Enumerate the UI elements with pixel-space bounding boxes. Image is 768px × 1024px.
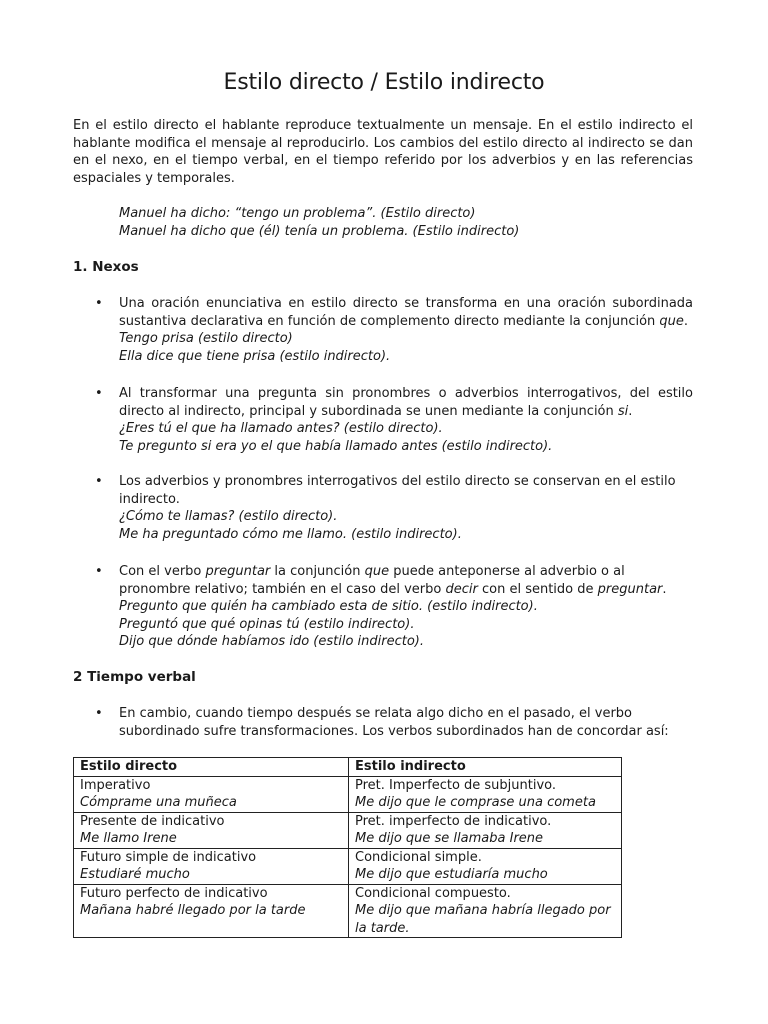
table-cell: Condicional simple. Me dijo que estudiaría mucho (349, 848, 622, 884)
column-header: Estilo directo (74, 758, 349, 777)
example-line: ¿Cómo te llamas? (estilo directo). (119, 509, 338, 524)
table-cell: Pret. imperfecto de indicativo. Me dijo que se llamaba Irene (349, 812, 622, 848)
list-item: • Los adverbios y pronombres interrogativos del estilo directo se conservan en el estilo indirecto. ¿Cómo te llamas? (estilo directo). Me ha preguntado cómo me llamo. (estilo indirecto). (119, 473, 693, 543)
example-line: Manuel ha dicho: “tengo un problema”. (Estilo directo) (119, 206, 476, 221)
list-item: • En cambio, cuando tiempo después se relata algo dicho en el pasado, el verbo subordinado sufre transformaciones. Los verbos subordinados han de concordar así: (95, 706, 669, 739)
example-line: Pregunto que quién ha cambiado esta de sitio. (estilo indirecto). (119, 599, 538, 614)
example-line: Me ha preguntado cómo me llamo. (estilo indirecto). (119, 526, 462, 542)
list-item: • Una oración enunciativa en estilo directo se transforma en una oración subordinada sustantiva declarativa en función de complemento directo mediante la conjunción que. Tengo prisa (estilo directo) Ella dice que tiene prisa (estilo indirecto). (95, 296, 693, 364)
bullet-icon: • (95, 706, 103, 721)
list-item: • Al transformar una pregunta sin pronombres o adverbios interrogativos, del estilo directo al indirecto, principal y subordinada se unen mediante la conjunción si. ¿Eres tú el que ha llamado antes? (estilo directo). Te pregunto si era yo el que había llamado antes (estilo indirecto). (95, 386, 693, 454)
section-heading-tiempo-verbal: 2 Tiempo verbal (73, 669, 196, 685)
table-header-row (74, 758, 622, 777)
table-cell: Pret. Imperfecto de subjuntivo. Me dijo que le comprase una cometa (349, 776, 622, 812)
bullet-icon: • (95, 564, 103, 579)
table-row (74, 812, 622, 848)
table-cell: Condicional compuesto. Me dijo que mañana habría llegado por la tarde. (349, 884, 622, 938)
example-line: Preguntó que qué opinas tú (estilo indirecto). (119, 616, 415, 632)
intro-paragraph: En el estilo directo el hablante reproduce textualmente un mensaje. En el estilo indirecto el hablante modifica el mensaje al reproducirlo. Los cambios del estilo directo al indirecto se dan en el nexo, en el tiempo verbal, en el tiempo referido por los adverbios y en las referencias espaciales y temporales. (73, 118, 693, 186)
section-heading-nexos: 1. Nexos (73, 259, 139, 275)
example-line: Tengo prisa (estilo directo) (119, 331, 293, 346)
example-line: Te pregunto si era yo el que había llamado antes (estilo indirecto). (119, 438, 553, 454)
example-line: Ella dice que tiene prisa (estilo indirecto). (119, 348, 391, 364)
list-item: • Con el verbo preguntar la conjunción que puede anteponerse al adverbio o al pronombre relativo; también en el caso del verbo decir con el sentido de preguntar. Pregunto que quién ha cambiado esta de sitio. (estilo indirecto). Preguntó que qué opinas tú (estilo indirecto). Dijo que dónde habíamos ido (estilo indirecto). (119, 563, 693, 651)
example-line: ¿Eres tú el que ha llamado antes? (estilo directo). (119, 421, 443, 436)
example-line: Dijo que dónde habíamos ido (estilo indirecto). (119, 634, 424, 649)
table-cell: Imperativo Cómprame una muñeca (74, 776, 349, 812)
table-cell: Presente de indicativo Me llamo Irene (74, 812, 349, 848)
table-cell: Futuro simple de indicativo Estudiaré mucho (74, 848, 349, 884)
page-title: Estilo directo / Estilo indirecto (223, 70, 545, 95)
column-header: Estilo indirecto (349, 758, 622, 777)
bullet-icon: • (95, 386, 103, 401)
intro-examples (119, 205, 519, 240)
table-row (74, 848, 622, 884)
bullet-icon: • (95, 296, 103, 311)
table-cell: Futuro perfecto de indicativo Mañana habré llegado por la tarde (74, 884, 349, 938)
table-row (74, 776, 622, 812)
tense-table (73, 757, 622, 938)
table-row (74, 884, 622, 938)
example-line: Manuel ha dicho que (él) tenía un problema. (Estilo indirecto) (119, 223, 520, 239)
bullet-icon: • (95, 474, 103, 489)
